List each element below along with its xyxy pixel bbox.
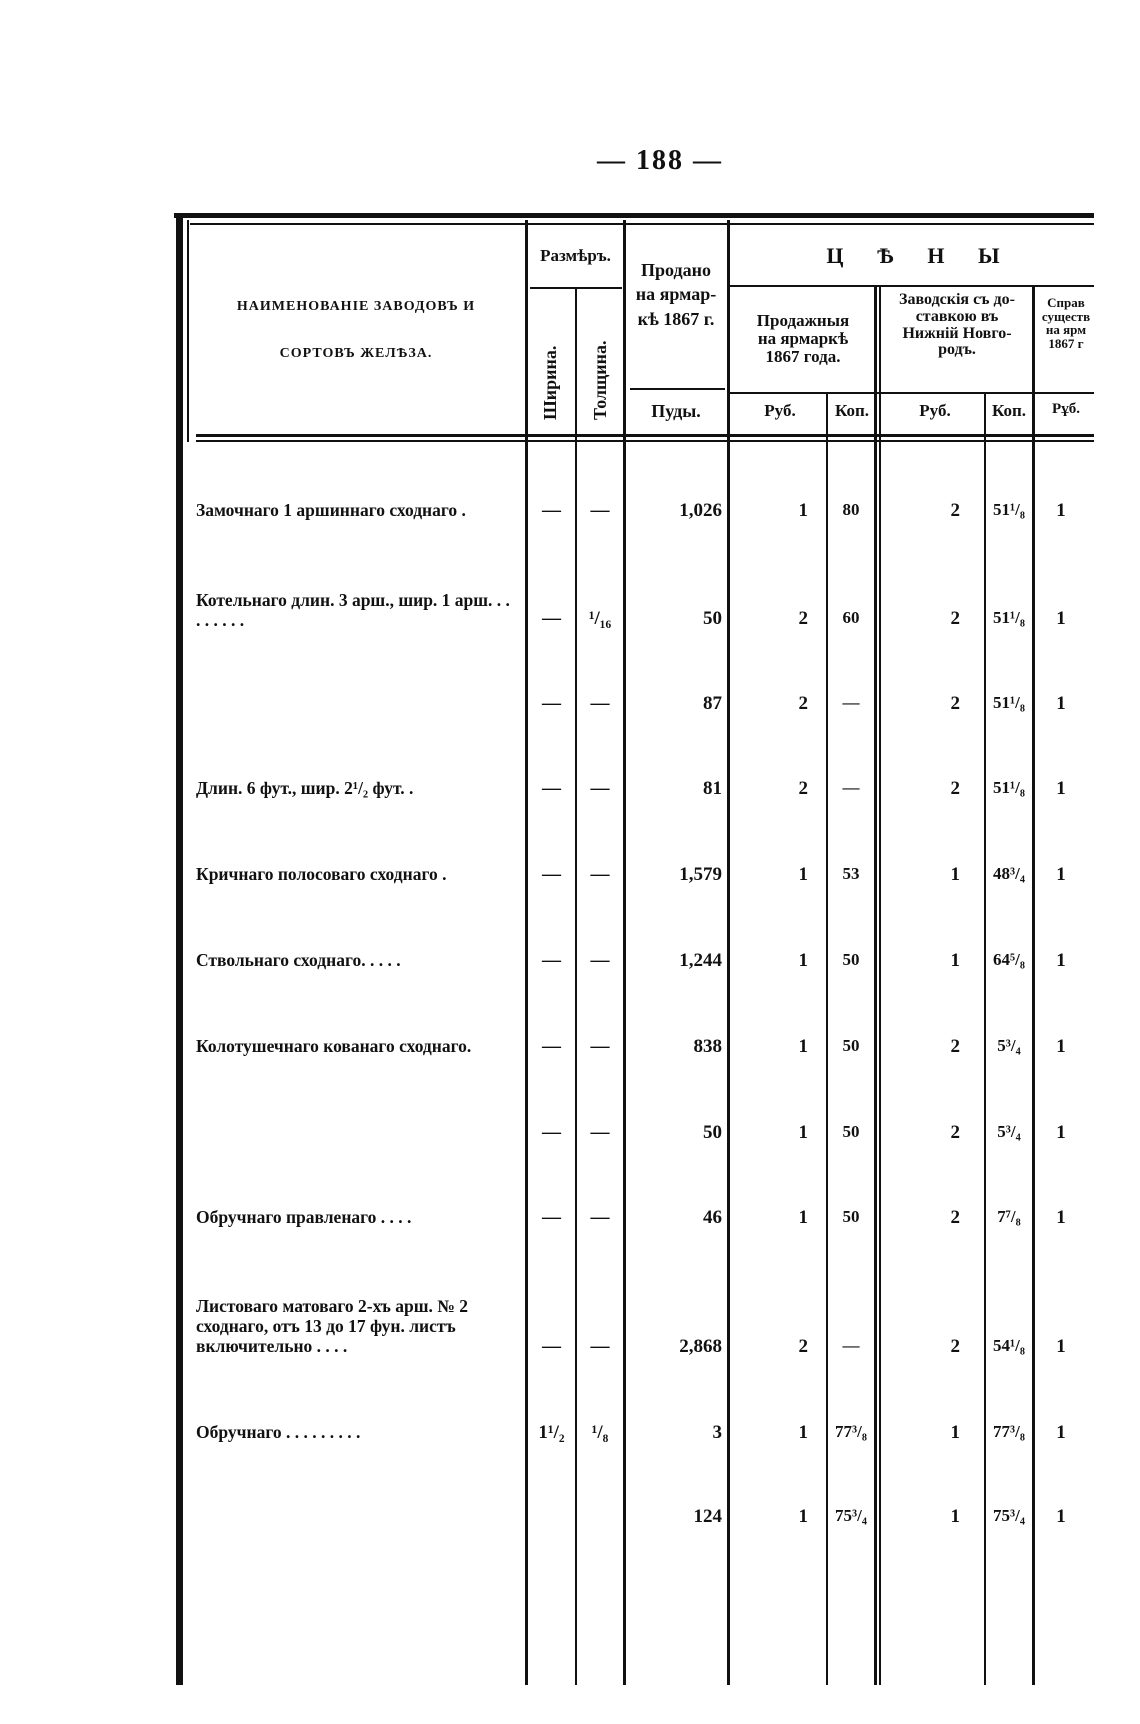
kop-cell: 50 bbox=[842, 1036, 860, 1055]
rub-cell: 2 bbox=[798, 693, 808, 714]
width-cell: — bbox=[542, 950, 561, 971]
ref-rub-cell: 1 bbox=[1056, 500, 1066, 521]
width-cell: — bbox=[542, 778, 561, 799]
ref-rub-cell: 1 bbox=[1056, 950, 1066, 971]
factory-rub-cell: 2 bbox=[950, 778, 960, 799]
row-name: Обручнаго . . . . . . . . . bbox=[196, 1422, 361, 1442]
factory-kop-cell: 64⁵/₈ bbox=[993, 950, 1025, 969]
width-cell: — bbox=[542, 1122, 561, 1143]
prices-ref-header: Справ существ на ярм 1867 г bbox=[1041, 296, 1091, 351]
rub-cell: 1 bbox=[798, 1422, 808, 1443]
sold-cell: 2,868 bbox=[679, 1336, 722, 1357]
factory-rub-cell: 1 bbox=[950, 864, 960, 885]
factory-rub-cell: 1 bbox=[950, 1422, 960, 1443]
kop-cell: — bbox=[842, 693, 860, 712]
factory-kop-cell: 54¹/₈ bbox=[993, 1336, 1025, 1355]
col-line-2 bbox=[575, 287, 577, 1685]
width-cell: — bbox=[542, 1207, 561, 1228]
thickness-cell: — bbox=[590, 950, 610, 971]
thickness-cell: ¹/₈ bbox=[591, 1422, 609, 1443]
col-line-6b bbox=[879, 285, 881, 1685]
width-header: Ширина. bbox=[540, 345, 560, 420]
sold-unit-header: Пуды. bbox=[651, 401, 701, 421]
prices-header: Ц Ѣ Н Ы bbox=[826, 243, 1014, 268]
sold-cell: 1,026 bbox=[679, 500, 722, 521]
sold-cell: 46 bbox=[703, 1207, 722, 1228]
width-cell: — bbox=[542, 693, 561, 714]
rub-header-3: Рұб. bbox=[1052, 402, 1080, 417]
top-rule-thick bbox=[174, 213, 1094, 218]
sold-cell: 124 bbox=[693, 1506, 722, 1527]
kop-cell: 60 bbox=[842, 608, 860, 627]
factory-kop-cell: 7⁷/₈ bbox=[997, 1207, 1021, 1226]
thickness-cell: — bbox=[590, 1036, 610, 1057]
factory-rub-cell: 1 bbox=[950, 950, 960, 971]
width-cell: — bbox=[542, 500, 561, 521]
kop-cell: — bbox=[842, 1336, 860, 1355]
thickness-cell: — bbox=[590, 500, 610, 521]
width-cell: — bbox=[542, 608, 561, 629]
kop-cell: — bbox=[842, 778, 860, 797]
row-name: Котельнаго длин. 3 арш., шир. 1 арш. . . . . . . . . bbox=[196, 590, 510, 631]
row-name: Обручнаго правленаго . . . . bbox=[196, 1207, 412, 1227]
col-name-header: НАИМЕНОВАНІЕ ЗАВОДОВЪ И СОРТОВЪ ЖЕЛѢЗА. bbox=[236, 299, 476, 361]
col-line-8 bbox=[1032, 285, 1035, 1685]
rub-cell: 2 bbox=[798, 608, 808, 629]
factory-kop-cell: 51¹/₈ bbox=[993, 608, 1025, 627]
factory-kop-cell: 51¹/₈ bbox=[993, 693, 1025, 712]
size-group-header: Размѣръ. bbox=[540, 246, 611, 265]
kop-cell: 50 bbox=[842, 1207, 860, 1226]
factory-rub-cell: 2 bbox=[950, 1122, 960, 1143]
factory-kop-cell: 75³/₄ bbox=[993, 1506, 1025, 1525]
row-name: Колотушечнаго кованаго сходнаго. bbox=[196, 1036, 472, 1056]
kop-cell: 53 bbox=[842, 864, 860, 883]
sold-cell: 81 bbox=[703, 778, 722, 799]
width-cell: 1¹/₂ bbox=[538, 1422, 565, 1443]
thickness-cell: ¹/₁₆ bbox=[588, 608, 612, 629]
rub-cell: 1 bbox=[798, 1506, 808, 1527]
factory-rub-cell: 2 bbox=[950, 693, 960, 714]
thickness-cell: — bbox=[590, 1336, 610, 1357]
ref-rub-cell: 1 bbox=[1056, 864, 1066, 885]
factory-kop-cell: 77³/₈ bbox=[993, 1422, 1025, 1441]
width-cell: — bbox=[542, 864, 561, 885]
sold-cell: 838 bbox=[693, 1036, 722, 1057]
factory-rub-cell: 1 bbox=[950, 1506, 960, 1527]
prices-factory-header: Заводскія съ до- ставкою въ Нижній Новго- родъ. bbox=[899, 291, 1015, 359]
prices-fair-header: Продажныя на ярмаркѣ 1867 года. bbox=[756, 311, 850, 366]
kop-header-1: Коп. bbox=[834, 401, 870, 420]
rub-header-1: Руб. bbox=[764, 401, 796, 420]
page-number: — 188 — bbox=[597, 145, 723, 176]
row-name: Замочнаго 1 аршиннаго сходнаго . bbox=[196, 500, 466, 520]
factory-rub-cell: 2 bbox=[950, 1336, 960, 1357]
header-bottom-rule bbox=[196, 434, 1094, 437]
ref-rub-cell: 1 bbox=[1056, 608, 1066, 629]
factory-kop-cell: 5³/₄ bbox=[997, 1122, 1021, 1141]
row-name: Листоваго матоваго 2-хъ арш. № 2 сходнаго, отъ 13 до 17 фун. листъ включительно . . . . bbox=[196, 1296, 468, 1357]
rub-cell: 2 bbox=[798, 778, 808, 799]
ref-rub-cell: 1 bbox=[1056, 778, 1066, 799]
factory-rub-cell: 2 bbox=[950, 608, 960, 629]
ref-rub-cell: 1 bbox=[1056, 693, 1066, 714]
ref-rub-cell: 1 bbox=[1056, 1207, 1066, 1228]
factory-rub-cell: 2 bbox=[950, 500, 960, 521]
rub-cell: 2 bbox=[798, 1336, 808, 1357]
col-line-6 bbox=[874, 285, 877, 1685]
rub-cell: 1 bbox=[798, 500, 808, 521]
sold-cell: 1,244 bbox=[679, 950, 722, 971]
thickness-cell: — bbox=[590, 693, 610, 714]
rub-cell: 1 bbox=[798, 950, 808, 971]
kop-header-2: Коп. bbox=[991, 401, 1027, 420]
sold-subrule bbox=[630, 388, 725, 390]
left-border-inner bbox=[187, 220, 189, 442]
sold-header: Продано на ярмар- кѣ 1867 г. bbox=[635, 260, 717, 329]
rub-cell: 1 bbox=[798, 1036, 808, 1057]
factory-kop-cell: 48³/₄ bbox=[993, 864, 1025, 883]
ref-rub-cell: 1 bbox=[1056, 1036, 1066, 1057]
width-cell: — bbox=[542, 1036, 561, 1057]
kop-cell: 77³/₈ bbox=[835, 1422, 867, 1441]
thickness-cell: — bbox=[590, 778, 610, 799]
unit-subrule bbox=[730, 392, 1094, 394]
kop-cell: 80 bbox=[842, 500, 860, 519]
sold-cell: 1,579 bbox=[679, 864, 722, 885]
thickness-cell: — bbox=[590, 864, 610, 885]
factory-kop-cell: 5³/₄ bbox=[997, 1036, 1021, 1055]
sold-cell: 50 bbox=[703, 608, 722, 629]
row-name: Длин. 6 фут., шир. 2¹/₂ фут. . bbox=[196, 778, 414, 798]
top-rule-thin bbox=[190, 223, 1094, 225]
kop-cell: 50 bbox=[842, 950, 860, 969]
ref-rub-cell: 1 bbox=[1056, 1506, 1066, 1527]
ref-rub-cell: 1 bbox=[1056, 1422, 1066, 1443]
rub-cell: 1 bbox=[798, 864, 808, 885]
prices-subrule bbox=[730, 285, 1094, 287]
kop-cell: 75³/₄ bbox=[835, 1506, 867, 1525]
left-border bbox=[176, 213, 183, 1685]
ref-rub-cell: 1 bbox=[1056, 1336, 1066, 1357]
factory-rub-cell: 2 bbox=[950, 1207, 960, 1228]
header-bottom-rule-2 bbox=[196, 440, 1094, 442]
sold-cell: 50 bbox=[703, 1122, 722, 1143]
rub-cell: 1 bbox=[798, 1207, 808, 1228]
rub-cell: 1 bbox=[798, 1122, 808, 1143]
sold-cell: 87 bbox=[703, 693, 722, 714]
factory-rub-cell: 2 bbox=[950, 1036, 960, 1057]
factory-kop-cell: 51¹/₈ bbox=[993, 500, 1025, 519]
width-cell: — bbox=[542, 1336, 561, 1357]
thickness-cell: — bbox=[590, 1207, 610, 1228]
row-name: Ствольнаго сходнаго. . . . . bbox=[196, 950, 401, 970]
factory-kop-cell: 51¹/₈ bbox=[993, 778, 1025, 797]
thickness-header: Толщина. bbox=[590, 340, 610, 420]
row-name: Кричнаго полосоваго сходнаго . bbox=[196, 864, 447, 884]
ref-rub-cell: 1 bbox=[1056, 1122, 1066, 1143]
kop-cell: 50 bbox=[842, 1122, 860, 1141]
thickness-cell: — bbox=[590, 1122, 610, 1143]
sold-cell: 3 bbox=[712, 1422, 722, 1443]
rub-header-2: Руб. bbox=[919, 401, 951, 420]
